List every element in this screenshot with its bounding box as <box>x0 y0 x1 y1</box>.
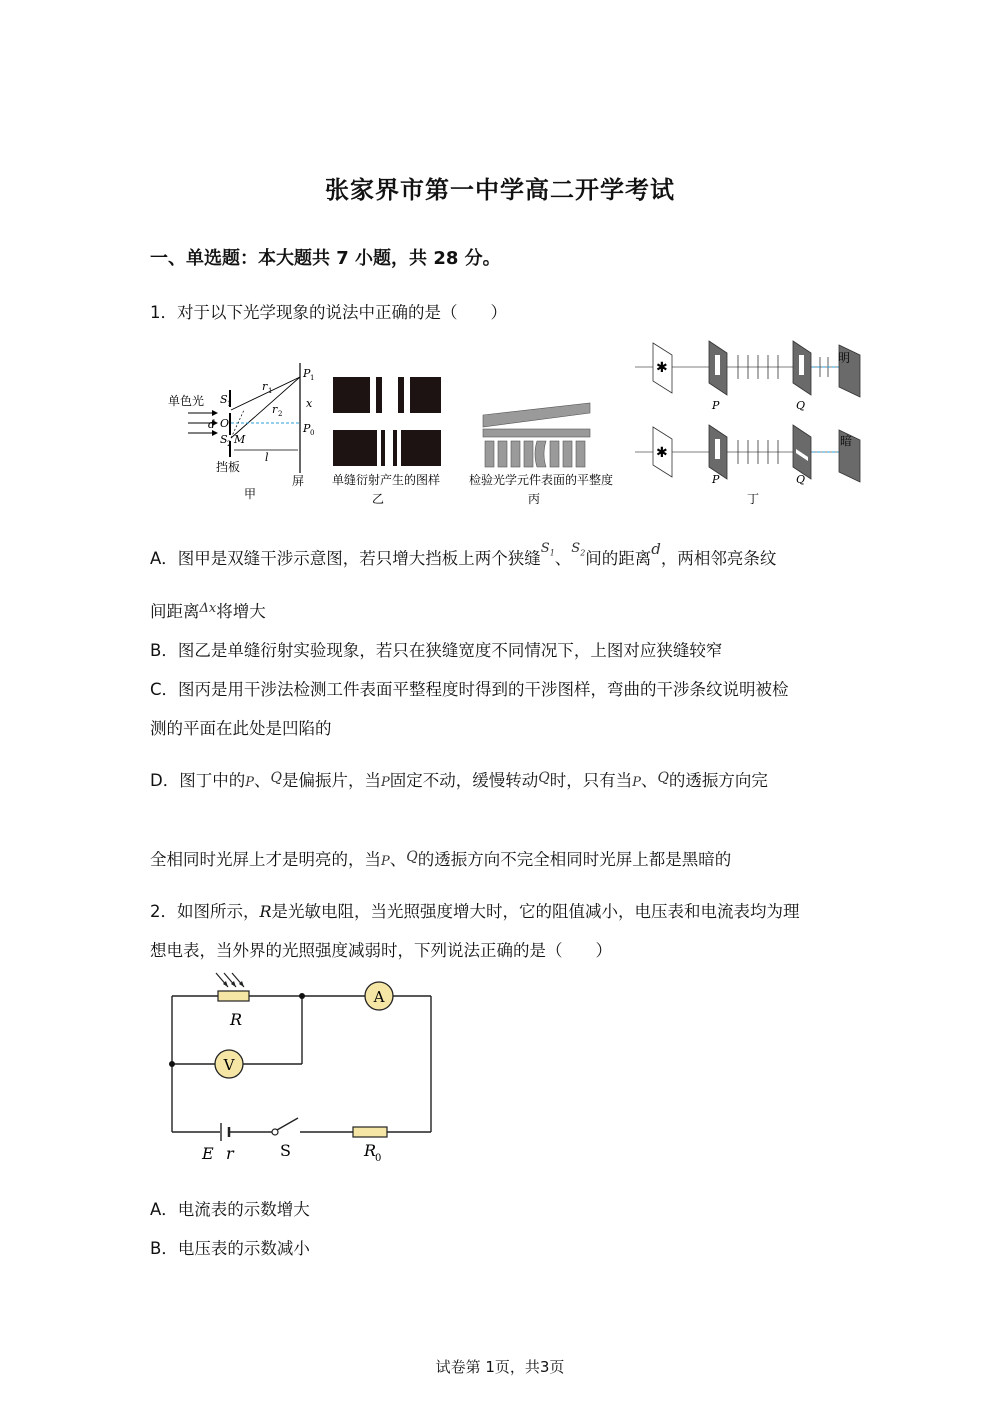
label-monochromatic-light: 单色光 <box>168 394 205 408</box>
label-internal-r: r <box>226 1144 234 1163</box>
q2-stem-cont: 想电表，当外界的光照强度减弱时，下列说法正确的是（ ） <box>150 941 612 960</box>
label-m: M <box>234 433 246 446</box>
q2-stem: 2．如图所示，R是光敏电阻，当光照强度增大时，它的阻值减小，电压表和电流表均为理 <box>150 902 800 921</box>
label-dark: 暗 <box>840 434 853 448</box>
figure-jia <box>168 363 314 501</box>
junction-dot <box>169 1061 175 1067</box>
figure-ding <box>635 341 860 506</box>
label-d: d <box>208 418 216 431</box>
label-ding-q-bottom: Q <box>796 473 806 486</box>
label-baffle: 挡板 <box>216 460 241 474</box>
q1-figure <box>160 335 870 510</box>
light-rays-icon <box>216 973 244 987</box>
label-voltmeter: V <box>223 1056 235 1074</box>
svg-text:0: 0 <box>375 1153 382 1164</box>
label-s1: S <box>220 393 228 406</box>
q1-stem: 1．对于以下光学现象的说法中正确的是（ ） <box>150 303 507 322</box>
label-ding-p-top: P <box>712 399 720 412</box>
label-flatness-test: 检验光学元件表面的平整度 <box>469 473 614 487</box>
switch-lever <box>277 1118 298 1130</box>
caption-jia: 甲 <box>244 487 257 501</box>
resistor-r0 <box>353 1127 387 1137</box>
label-single-slit-pattern: 单缝衍射产生的图样 <box>332 473 441 487</box>
q2-option-b: B．电压表的示数减小 <box>150 1239 310 1258</box>
svg-text:0: 0 <box>310 429 315 437</box>
label-bright: 明 <box>838 351 851 365</box>
page-footer: 试卷第 1页，共3页 <box>435 1358 565 1376</box>
q1-option-b: B．图乙是单缝衍射实验现象，若只在狭缝宽度不同情况下，上图对应狭缝较窄 <box>150 641 723 660</box>
q2-circuit <box>160 965 450 1175</box>
page-title: 张家界市第一中学高二开学考试 <box>325 176 675 204</box>
q1-option-a: A．图甲是双缝干涉示意图，若只增大挡板上两个狭缝$^{S_1}$、$^{S_2}$间的距离d，两相邻亮条纹 <box>150 540 777 568</box>
label-l: l <box>265 451 269 464</box>
q1-option-d-cont: 全相同时光屏上才是明亮的，当P、$^Q$的透振方向不完全相同时光屏上都是黑暗的 <box>150 849 732 869</box>
label-r1: r <box>262 380 268 393</box>
figure-bing <box>469 403 613 506</box>
label-p1: P <box>303 367 311 380</box>
star-icon: ✱ <box>656 360 668 376</box>
label-o: O <box>220 417 230 430</box>
label-x: x <box>306 397 313 410</box>
figure-yi <box>332 377 441 506</box>
svg-text:1: 1 <box>268 387 273 395</box>
section-heading: 一、单选题：本大题共 7 小题，共 28 分。 <box>150 248 501 269</box>
q1-option-c-cont: 测的平面在此处是凹陷的 <box>150 719 332 738</box>
label-ammeter: A <box>373 988 385 1006</box>
svg-text:1: 1 <box>310 374 315 382</box>
q1-option-a-cont: 间距离$^{\Delta x}$将增大 <box>150 601 266 621</box>
label-e: E <box>202 1144 214 1163</box>
junction-dot <box>299 993 305 999</box>
label-switch: S <box>280 1141 291 1160</box>
caption-bing: 丙 <box>528 492 541 506</box>
q2-option-a: A．电流表的示数增大 <box>150 1200 310 1219</box>
caption-yi: 乙 <box>372 492 385 506</box>
q1-option-d: D．图丁中的P、$^Q$是偏振片，当P固定不动，缓慢转动$^Q$时，只有当P、$^Q$的透振方向完 <box>150 770 768 790</box>
svg-text:2: 2 <box>227 440 232 448</box>
caption-ding: 丁 <box>747 492 760 506</box>
label-screen: 屏 <box>292 474 305 488</box>
label-s2: S <box>220 433 228 446</box>
star-icon: ✱ <box>656 445 668 461</box>
label-p0: P <box>303 422 311 435</box>
label-r0: R <box>364 1141 377 1160</box>
svg-text:2: 2 <box>278 410 283 418</box>
svg-text:1: 1 <box>227 400 232 408</box>
label-ding-q-top: Q <box>796 399 806 412</box>
label-r2: r <box>272 403 278 416</box>
label-ding-p-bottom: P <box>712 473 720 486</box>
label-r: R <box>230 1010 243 1029</box>
photoresistor <box>218 991 249 1001</box>
q1-option-c: C．图丙是用干涉法检测工件表面平整程度时得到的干涉图样，弯曲的干涉条纹说明被检 <box>150 680 789 699</box>
